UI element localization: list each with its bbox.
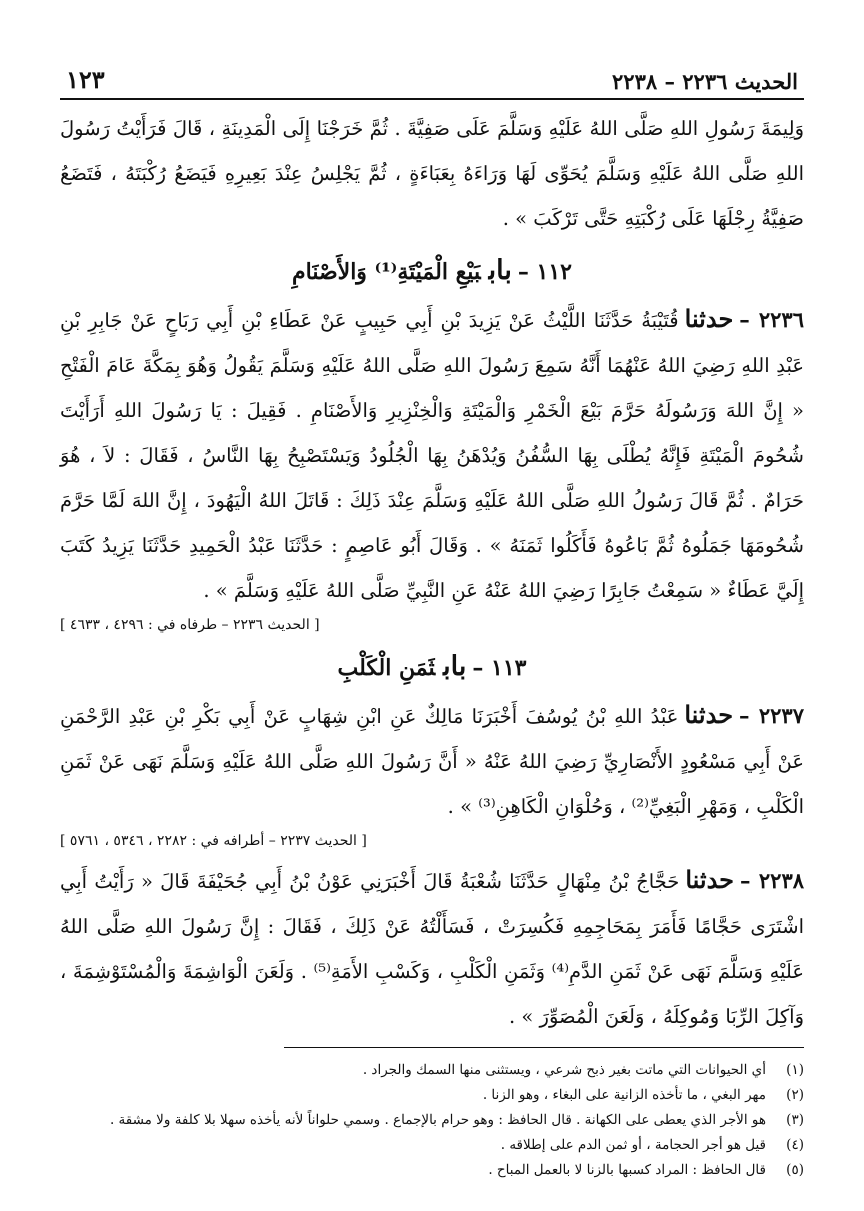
footnote-item xyxy=(60,1083,804,1108)
chapter-word: باب xyxy=(488,255,512,286)
page-header xyxy=(60,50,804,100)
footnote-item xyxy=(60,1108,804,1133)
footnote-text: قيل هو أجر الحجامة ، أو ثمن الدم على إطلاقه . xyxy=(500,1137,766,1153)
chapter-number: ١١٣ – xyxy=(472,655,527,681)
hadith-reference: [ الحديث ٢٢٣٧ – أطرافه في : ٢٢٨٢ ، ٥٣٤٦ ، ٥٧٦١ ] xyxy=(60,833,367,849)
footnote-number: (٢) xyxy=(786,1087,804,1103)
footnote-item xyxy=(60,1133,804,1158)
footnote-number: (٥) xyxy=(786,1162,804,1178)
hadith-text: عَبْدُ اللهِ بْنُ يُوسُفَ أَخْبَرَنَا مَالِكٌ عَنِ ابْنِ شِهَابٍ عَنْ أَبِي بَكْرِ بْنِ عَبْدِ الرَّحْمَنِ عَنْ أَبِي مَسْعُودٍ الأَنْصَارِيِّ رَضِيَ اللهُ عَنْهُ « أَنَّ رَسُولَ اللهِ صَلَّى اللهُ عَلَيْهِ وَسَلَّمَ نَهَى عَنْ ثَمَنِ الْكَلْبِ ، وَمَهْرِ الْبَغِيِّ⁽²⁾ ، وَحُلْوَانِ الْكَاهِنِ⁽³⁾ » . xyxy=(60,705,804,818)
hadith-block xyxy=(60,296,804,613)
chapter-heading xyxy=(60,647,804,688)
hadith-opening-word: حدثنا xyxy=(684,304,734,333)
book-page xyxy=(60,50,804,1183)
hadith-reference: [ الحديث ٢٢٣٦ – طرفاه في : ٤٢٩٦ ، ٤٦٣٣ ] xyxy=(60,617,320,633)
running-title: الحديث ٢٢٣٦ – ٢٢٣٨ xyxy=(612,69,798,94)
hadith-number: ٢٢٣٧ – xyxy=(739,703,804,728)
chapter-word: باب xyxy=(443,651,467,682)
chapter-title: ثَمَنِ الْكَلْبِ xyxy=(337,655,436,681)
hadith-block xyxy=(60,857,804,1039)
footnote-item xyxy=(60,1158,804,1183)
continued-text: وَلِيمَةَ رَسُولِ اللهِ صَلَّى اللهُ عَلَيْهِ وَسَلَّمَ عَلَى صَفِيَّةَ . ثُمَّ خَرَجْنَا إِلَى الْمَدِينَةِ ، قَالَ فَرَأَيْتُ رَسُولَ اللهِ صَلَّى اللهُ عَلَيْهِ وَسَلَّمَ يُحَوِّى لَهَا وَرَاءَهُ بِعَبَاءَةٍ ، ثُمَّ يَجْلِسُ عِنْدَ بَعِيرِهِ فَيَضَعُ رُكْبَتَهُ ، فَتَضَعُ صَفِيَّةُ رِجْلَهَا عَلَى رُكْبَتِهِ حَتَّى تَرْكَبَ » . xyxy=(60,117,804,230)
footnote-item xyxy=(60,1058,804,1083)
hadith-number: ٢٢٣٨ – xyxy=(740,868,805,893)
hadith-block xyxy=(60,692,804,829)
hadith-text: قُتَيْبَةُ حَدَّثَنَا اللَّيْثُ عَنْ يَزِيدَ بْنِ أَبِي حَبِيبٍ عَنْ عَطَاءِ بْنِ أَبِي رَبَاحٍ عَنْ جَابِرِ بْنِ عَبْدِ اللهِ رَضِيَ اللهُ عَنْهُمَا أَنَّهُ سَمِعَ رَسُولَ اللهِ صَلَّى اللهُ عَلَيْهِ وَسَلَّمَ يَقُولُ وَهُوَ بِمَكَّةَ عَامَ الْفَتْحِ « إِنَّ اللهَ وَرَسُولَهُ حَرَّمَ بَيْعَ الْخَمْرِ وَالْمَيْتَةِ وَالْخِنْزِيرِ وَالأَصْنَامِ . فَقِيلَ : يَا رَسُولَ اللهِ أَرَأَيْتَ شُحُومَ الْمَيْتَةِ فَإِنَّهُ يُطْلَى بِهَا السُّفُنُ وَيُدْهَنُ بِهَا الْجُلُودُ وَيَسْتَصْبِحُ بِهَا النَّاسُ ، فَقَالَ : لاَ ، هُوَ حَرَامٌ . ثُمَّ قَالَ رَسُولُ اللهِ صَلَّى اللهُ عَلَيْهِ وَسَلَّمَ عِنْدَ ذَلِكَ : قَاتَلَ اللهُ الْيَهُودَ ، إِنَّ اللهَ لَمَّا حَرَّمَ شُحُومَهَا جَمَلُوهُ ثُمَّ بَاعُوهُ فَأَكَلُوا ثَمَنَهُ » . وَقَالَ أَبُو عَاصِمٍ : حَدَّثَنَا عَبْدُ الْحَمِيدِ حَدَّثَنَا يَزِيدُ كَتَبَ إِلَيَّ عَطَاءٌ « سَمِعْتُ جَابِرًا رَضِيَ اللهُ عَنْهُ عَنِ النَّبِيِّ صَلَّى اللهُ عَلَيْهِ وَسَلَّمَ » . xyxy=(60,309,804,602)
footnote-text: هو الأجر الذي يعطى على الكهانة . قال الحافظ : وهو حرام بالإجماع . وسمي حلواناً لأنه يأخذه سهلا بلا كلفة ولا مشقة . xyxy=(109,1112,766,1128)
hadith-text: حَجَّاجُ بْنُ مِنْهَالٍ حَدَّثَنَا شُعْبَةُ قَالَ أَخْبَرَنِي عَوْنُ بْنُ أَبِي جُحَيْفَةَ قَالَ « رَأَيْتُ أَبِي اشْتَرَى حَجَّامًا فَأَمَرَ بِمَحَاجِمِهِ فَكُسِرَتْ ، فَسَأَلْتُهُ عَنْ ذَلِكَ ، فَقَالَ : إِنَّ رَسُولَ اللهِ صَلَّى اللهُ عَلَيْهِ وَسَلَّمَ نَهَى عَنْ ثَمَنِ الدَّمِ⁽⁴⁾ وَثَمَنِ الْكَلْبِ ، وَكَسْبِ الأَمَةِ⁽⁵⁾ . وَلَعَنَ الْوَاشِمَةَ وَالْمُسْتَوْشِمَةَ ، وَآكِلَ الرِّبَا وَمُوكِلَهُ ، وَلَعَنَ الْمُصَوِّرَ » . xyxy=(60,870,804,1028)
footnote-text: مهر البغي ، ما تأخذه الزانية على البغاء ، وهو الزنا . xyxy=(482,1087,766,1103)
footnote-number: (١) xyxy=(786,1062,804,1078)
hadith-number: ٢٢٣٦ – xyxy=(739,307,804,332)
page-number: ١٢٣ xyxy=(66,65,105,94)
hadith-opening-word: حدثنا xyxy=(685,865,735,894)
footnote-number: (٣) xyxy=(786,1112,804,1128)
footnotes xyxy=(60,1058,804,1183)
footnote-divider xyxy=(284,1047,804,1048)
chapter-number: ١١٢ – xyxy=(517,259,572,285)
footnote-text: قال الحافظ : المراد كسبها بالزنا لا بالعمل المباح . xyxy=(488,1162,766,1178)
footnote-text: أي الحيوانات التي ماتت بغير ذبح شرعي ، ويستثنى منها السمك والجراد . xyxy=(362,1062,766,1078)
chapter-title: بَيْعِ الْمَيْتَةِ⁽¹⁾ وَالأَصْنَامِ xyxy=(292,259,481,285)
footnote-number: (٤) xyxy=(786,1137,804,1153)
hadith-opening-word: حدثنا xyxy=(684,700,734,729)
chapter-heading xyxy=(60,251,804,292)
